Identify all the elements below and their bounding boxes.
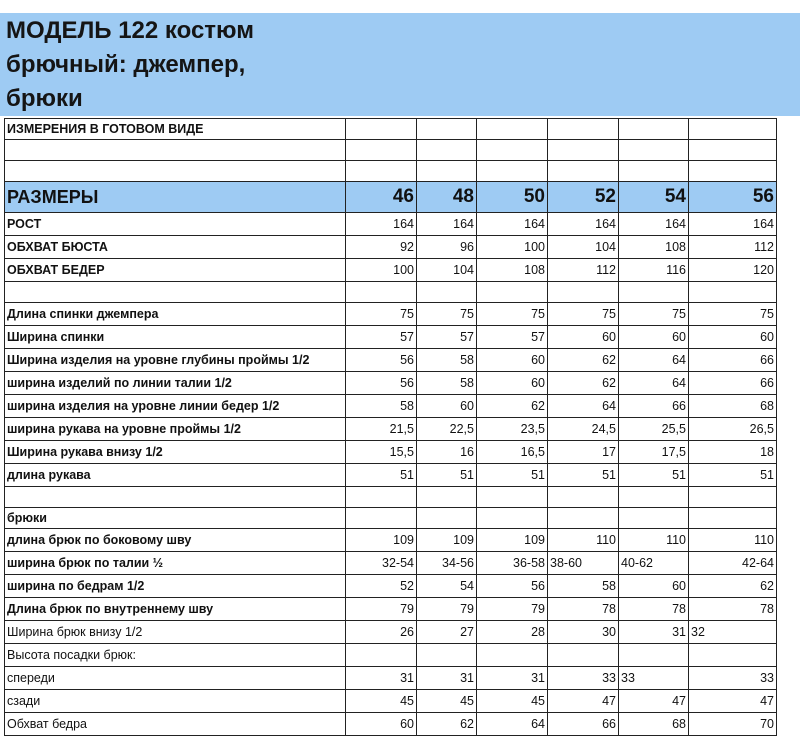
row-value: 60 (346, 713, 417, 736)
row-value: 164 (346, 213, 417, 236)
row-value: 60 (619, 326, 689, 349)
empty-cell (5, 487, 346, 508)
empty-cell (417, 508, 477, 529)
empty-cell (477, 508, 548, 529)
row-value: 51 (548, 464, 619, 487)
row-label: сзади (5, 690, 346, 713)
empty-cell (417, 140, 477, 161)
row-value: 120 (689, 259, 777, 282)
row-value: 164 (548, 213, 619, 236)
row-value: 33 (689, 667, 777, 690)
sizes-label: РАЗМЕРЫ (5, 182, 346, 213)
table-row (5, 713, 777, 736)
row-value: 164 (477, 213, 548, 236)
empty-cell (548, 119, 619, 140)
row-value: 100 (477, 236, 548, 259)
row-value: 16 (417, 441, 477, 464)
row-value: 112 (548, 259, 619, 282)
table-row (5, 326, 777, 349)
row-label: Длина брюк по внутреннему шву (5, 598, 346, 621)
row-label: Обхват бедра (5, 713, 346, 736)
row-label: длина брюк по боковому шву (5, 529, 346, 552)
row-label: ширина брюк по талии ½ (5, 552, 346, 575)
empty-cell (477, 140, 548, 161)
row-value: 75 (619, 303, 689, 326)
row-label: ОБХВАТ БЕДЕР (5, 259, 346, 282)
table-row (5, 575, 777, 598)
table-row (5, 529, 777, 552)
size-value: 52 (548, 182, 619, 213)
row-label: ширина рукава на уровне проймы 1/2 (5, 418, 346, 441)
row-value: 56 (477, 575, 548, 598)
row-value: 31 (346, 667, 417, 690)
row-value: 64 (619, 372, 689, 395)
empty-cell (346, 487, 417, 508)
row-value: 68 (619, 713, 689, 736)
row-label: ширина изделия на уровне линии бедер 1/2 (5, 395, 346, 418)
row-value: 62 (417, 713, 477, 736)
table-row (5, 303, 777, 326)
row-value: 51 (619, 464, 689, 487)
row-value: 51 (417, 464, 477, 487)
row-label: ОБХВАТ БЮСТА (5, 236, 346, 259)
row-value: 52 (346, 575, 417, 598)
row-value: 104 (417, 259, 477, 282)
row-value: 57 (346, 326, 417, 349)
empty-row (5, 282, 777, 303)
row-value: 45 (417, 690, 477, 713)
row-value: 109 (417, 529, 477, 552)
empty-cell (548, 508, 619, 529)
row-label: Высота посадки брюк: (5, 644, 346, 667)
row-value: 100 (346, 259, 417, 282)
empty-cell (689, 161, 777, 182)
row-label: Ширина рукава внизу 1/2 (5, 441, 346, 464)
page-title: МОДЕЛЬ 122 костюм брючный: джемпер, брюки (6, 17, 254, 112)
row-value: 110 (548, 529, 619, 552)
row-value: 30 (548, 621, 619, 644)
empty-cell (346, 508, 417, 529)
pants-section-row (5, 508, 777, 529)
row-value: 78 (619, 598, 689, 621)
row-value: 42-64 (689, 552, 777, 575)
table-row (5, 259, 777, 282)
row-value: 164 (417, 213, 477, 236)
row-value: 110 (689, 529, 777, 552)
row-value: 51 (689, 464, 777, 487)
row-label: длина рукава (5, 464, 346, 487)
row-value (619, 644, 689, 667)
empty-cell (477, 119, 548, 140)
row-value: 104 (548, 236, 619, 259)
row-value: 78 (689, 598, 777, 621)
row-label: Ширина брюк внизу 1/2 (5, 621, 346, 644)
row-value: 60 (619, 575, 689, 598)
row-value (548, 644, 619, 667)
row-value: 45 (477, 690, 548, 713)
row-value: 38-60 (548, 552, 619, 575)
row-value: 21,5 (346, 418, 417, 441)
row-value: 51 (477, 464, 548, 487)
empty-cell (417, 282, 477, 303)
size-value: 54 (619, 182, 689, 213)
row-value: 23,5 (477, 418, 548, 441)
table-row (5, 395, 777, 418)
row-value: 68 (689, 395, 777, 418)
empty-cell (619, 487, 689, 508)
row-value: 75 (417, 303, 477, 326)
row-label: Длина спинки джемпера (5, 303, 346, 326)
row-value: 62 (548, 349, 619, 372)
row-value: 33 (548, 667, 619, 690)
row-value: 54 (417, 575, 477, 598)
table-row (5, 644, 777, 667)
empty-cell (477, 282, 548, 303)
row-value: 109 (346, 529, 417, 552)
empty-cell (689, 140, 777, 161)
row-value: 40-62 (619, 552, 689, 575)
empty-cell (689, 119, 777, 140)
empty-cell (477, 161, 548, 182)
row-value: 62 (477, 395, 548, 418)
empty-cell (477, 487, 548, 508)
row-value: 70 (689, 713, 777, 736)
row-value: 60 (477, 349, 548, 372)
row-value: 62 (548, 372, 619, 395)
row-value: 79 (417, 598, 477, 621)
table-row (5, 552, 777, 575)
row-value: 33 (619, 667, 689, 690)
row-value: 17 (548, 441, 619, 464)
row-value: 66 (689, 372, 777, 395)
empty-cell (346, 140, 417, 161)
table-row (5, 690, 777, 713)
row-value: 45 (346, 690, 417, 713)
empty-cell (5, 282, 346, 303)
row-value: 36-58 (477, 552, 548, 575)
row-value: 58 (417, 372, 477, 395)
empty-cell (346, 161, 417, 182)
row-value: 22,5 (417, 418, 477, 441)
header-row (5, 119, 777, 140)
row-value: 31 (619, 621, 689, 644)
row-value: 58 (548, 575, 619, 598)
row-value: 116 (619, 259, 689, 282)
empty-cell (548, 487, 619, 508)
row-value: 66 (619, 395, 689, 418)
row-value: 32 (689, 621, 777, 644)
empty-cell (548, 140, 619, 161)
row-value: 31 (417, 667, 477, 690)
row-value: 60 (689, 326, 777, 349)
row-value (346, 644, 417, 667)
row-value: 47 (619, 690, 689, 713)
row-value: 58 (346, 395, 417, 418)
row-value: 27 (417, 621, 477, 644)
row-value: 75 (346, 303, 417, 326)
empty-cell (619, 140, 689, 161)
pants-label: брюки (5, 508, 346, 529)
row-value: 64 (548, 395, 619, 418)
empty-row (5, 140, 777, 161)
empty-cell (548, 161, 619, 182)
row-value: 32-54 (346, 552, 417, 575)
table-row (5, 236, 777, 259)
row-value: 24,5 (548, 418, 619, 441)
row-value: 57 (417, 326, 477, 349)
empty-cell (619, 508, 689, 529)
row-value: 26 (346, 621, 417, 644)
size-value: 48 (417, 182, 477, 213)
empty-cell (5, 140, 346, 161)
row-value: 15,5 (346, 441, 417, 464)
row-value: 109 (477, 529, 548, 552)
table-row (5, 418, 777, 441)
row-value: 64 (477, 713, 548, 736)
row-label: Ширина изделия на уровне глубины проймы 1/2 (5, 349, 346, 372)
empty-cell (689, 487, 777, 508)
row-value: 62 (689, 575, 777, 598)
row-value: 58 (417, 349, 477, 372)
row-value: 31 (477, 667, 548, 690)
table-row (5, 598, 777, 621)
size-value: 50 (477, 182, 548, 213)
row-value: 18 (689, 441, 777, 464)
table-row (5, 464, 777, 487)
empty-row (5, 161, 777, 182)
row-value: 60 (477, 372, 548, 395)
row-value: 75 (689, 303, 777, 326)
row-value: 56 (346, 349, 417, 372)
row-value: 17,5 (619, 441, 689, 464)
row-label: РОСТ (5, 213, 346, 236)
table-row (5, 621, 777, 644)
row-value: 56 (346, 372, 417, 395)
row-value: 92 (346, 236, 417, 259)
table-row (5, 349, 777, 372)
row-value: 57 (477, 326, 548, 349)
empty-cell (548, 282, 619, 303)
row-value: 34-56 (417, 552, 477, 575)
table-row (5, 441, 777, 464)
size-value: 46 (346, 182, 417, 213)
sizes-row (5, 182, 777, 213)
row-label: Ширина спинки (5, 326, 346, 349)
row-value: 75 (477, 303, 548, 326)
empty-cell (619, 282, 689, 303)
row-value (689, 644, 777, 667)
row-value: 64 (619, 349, 689, 372)
empty-cell (689, 508, 777, 529)
row-label: ширина изделий по линии талии 1/2 (5, 372, 346, 395)
row-value (417, 644, 477, 667)
row-value: 25,5 (619, 418, 689, 441)
row-value: 110 (619, 529, 689, 552)
table-row (5, 213, 777, 236)
row-value (477, 644, 548, 667)
row-value: 66 (548, 713, 619, 736)
row-label: спереди (5, 667, 346, 690)
empty-row (5, 487, 777, 508)
row-value: 75 (548, 303, 619, 326)
table-row (5, 372, 777, 395)
empty-cell (417, 119, 477, 140)
row-value: 16,5 (477, 441, 548, 464)
empty-cell (417, 487, 477, 508)
measurements-table (4, 118, 777, 736)
empty-cell (689, 282, 777, 303)
table-row (5, 667, 777, 690)
row-value: 79 (346, 598, 417, 621)
row-value: 28 (477, 621, 548, 644)
row-value: 79 (477, 598, 548, 621)
row-value: 78 (548, 598, 619, 621)
row-value: 96 (417, 236, 477, 259)
row-value: 112 (689, 236, 777, 259)
row-value: 47 (689, 690, 777, 713)
empty-cell (619, 161, 689, 182)
row-value: 164 (689, 213, 777, 236)
row-value: 164 (619, 213, 689, 236)
row-value: 108 (619, 236, 689, 259)
row-value: 60 (548, 326, 619, 349)
empty-cell (5, 161, 346, 182)
empty-cell (417, 161, 477, 182)
header-label: ИЗМЕРЕНИЯ В ГОТОВОМ ВИДЕ (5, 119, 346, 140)
row-value: 26,5 (689, 418, 777, 441)
size-value: 56 (689, 182, 777, 213)
row-value: 60 (417, 395, 477, 418)
row-label: ширина по бедрам 1/2 (5, 575, 346, 598)
empty-cell (619, 119, 689, 140)
row-value: 66 (689, 349, 777, 372)
row-value: 108 (477, 259, 548, 282)
row-value: 47 (548, 690, 619, 713)
empty-cell (346, 282, 417, 303)
empty-cell (346, 119, 417, 140)
row-value: 51 (346, 464, 417, 487)
